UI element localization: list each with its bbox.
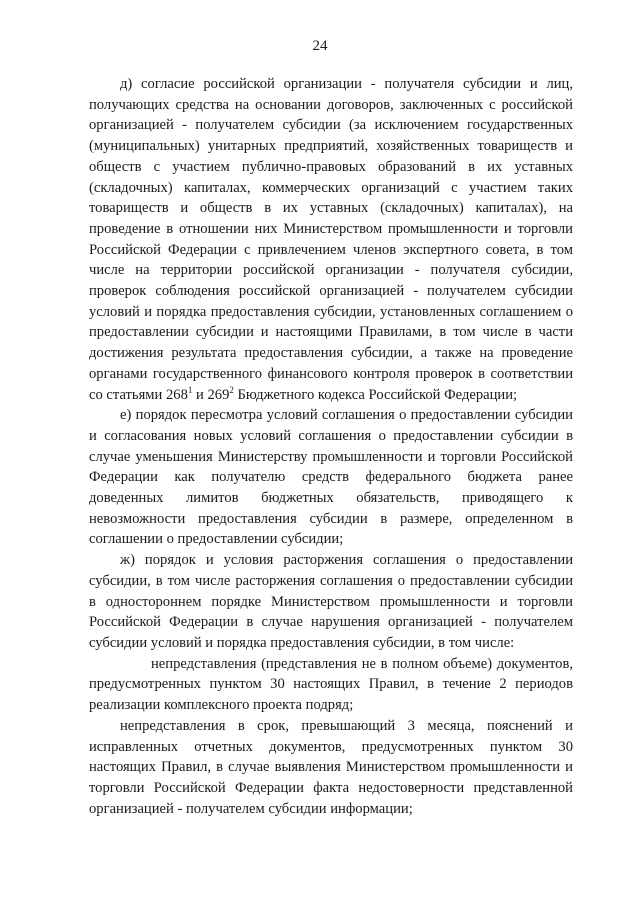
paragraph-d-text-part-1: д) согласие российской организации - получателя субсидии и лиц, получающих средства на основании договоров, заключенных с российской организацией - получателем субсидии (за исключением государственных (муниципальных) унитарных предприятий, хозяйственных товариществ и обществ с участием публично-правовых образований в их уставных (складочных) капиталах, коммерческих организаций с участием таких товариществ и обществ в их уставных (складочных) капиталах), на проведение в отношении них Министерством промышленности и торговли Российской Федерации с привлечением членов экспертного совета, в том числе на территории российской организации - получателя субсидии, проверок соблюдения российской организацией - получателем субсидии условий и порядка предоставления субсидии, установленных соглашением о предоставлении субсидии и настоящими Правилами, в том числе в части достижения результата предоставления субсидии, а также на проведение органами государственного финансового контроля проверок в соответствии со статьями 268: [89, 76, 573, 403]
paragraph-d-text-part-3: Бюджетного кодекса Российской Федерации;: [233, 386, 518, 403]
paragraph-e: е) порядок пересмотра условий соглашения о предоставлении субсидии и согласования новых условий соглашения о предоставлении субсидии в случае уменьшения Министерству промышленности и торговли Российской Федерации как получателю средств федерального бюджета ранее доведенных лимитов бюджетных обязательств, приводящего к невозможности предоставления субсидии в размере, определенном в соглашении о предоставлении субсидии;: [89, 407, 573, 548]
footnote-superscript-1: 1: [187, 384, 193, 395]
page-number: 24: [312, 38, 328, 54]
sub-item-1: непредставления (представления не в полном объеме) документов, предусмотренных пунктом 30 настоящих Правил, в течение 2 периодов реализации комплексного проекта подряд;: [89, 655, 573, 714]
paragraph-d-text-part-2: и 269: [192, 386, 230, 403]
sub-item-2: непредставления в срок, превышающий 3 месяца, пояснений и исправленных отчетных документов, предусмотренных пунктом 30 настоящих Правил, в случае выявления Министерством промышленности и торговли Российской Федерации факта недостоверности представленной организацией - получателем субсидии информации;: [89, 717, 573, 817]
footnote-superscript-2: 2: [229, 384, 234, 395]
paragraph-zh: ж) порядок и условия расторжения соглашения о предоставлении субсидии, в том числе расторжения соглашения о предоставлении субсидии в одностороннем порядке Министерством промышленности и торговли Российской Федерации в случае нарушения организацией - получателем субсидии условий и порядка предоставления субсидии, в том числе:: [89, 552, 573, 651]
paragraph-d: [89, 74, 573, 405]
document-body: [89, 74, 573, 819]
